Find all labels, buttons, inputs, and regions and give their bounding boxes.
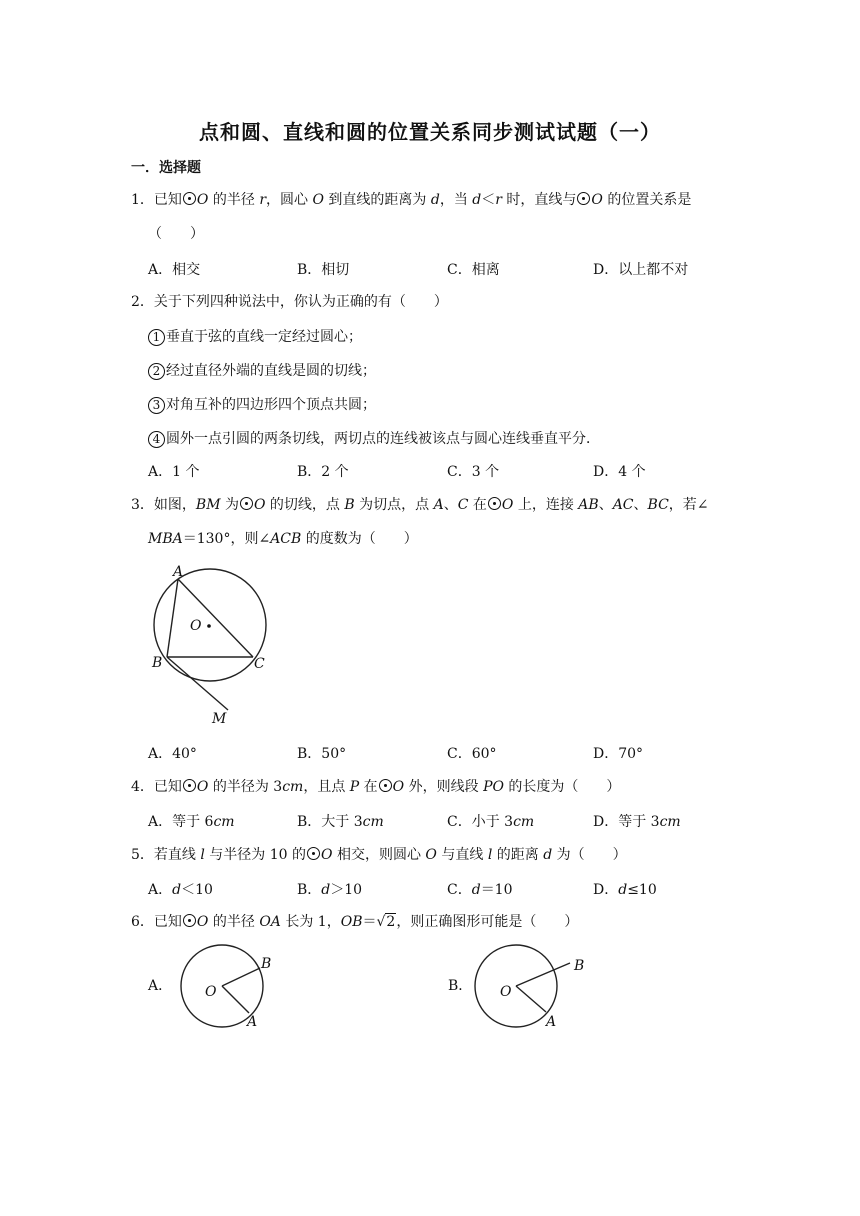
question-3-stem-line2: MBA＝130°，则∠ACB 的度数为（ ） — [148, 531, 418, 547]
q3-figure — [140, 560, 280, 730]
question-1-stem: 1．已知 O 的半径 r，圆心 O 到直线的距离为 d，当 d＜r 时，直线与 O 的位置关系是 — [131, 192, 692, 208]
page-title: 点和圆、直线和圆的位置关系同步测试试题（一） — [199, 120, 661, 144]
figure-b-ob — [516, 963, 570, 986]
q6-figure-b — [470, 938, 590, 1030]
question-4-stem: 4．已知 O 的半径为 3cm，且点 P 在 O 外，则线段 PO 的长度为（ ） — [131, 779, 621, 795]
q6-option-b-label: B． — [448, 978, 473, 994]
circle-dot-symbol — [307, 847, 320, 860]
q4-option-a: A．等于 6cm — [148, 814, 235, 830]
circle-dot-symbol — [183, 914, 196, 927]
q5-option-c: C．d＝10 — [447, 882, 513, 898]
label-a: A — [546, 1014, 557, 1030]
q2-statement-1: 1 垂直于弦的直线一定经过圆心； — [148, 326, 362, 346]
sqrt-symbol: √2 — [376, 914, 396, 930]
q4-option-b: B．大于 3cm — [297, 814, 384, 830]
q5-option-a: A．d＜10 — [148, 882, 213, 898]
question-2-stem: 2．关于下列四种说法中，你认为正确的有（ ） — [131, 294, 448, 310]
q1-option-c: C．相离 — [447, 262, 500, 278]
q1-option-d: D．以上都不对 — [593, 262, 689, 278]
label-m: M — [212, 711, 227, 727]
label-b: B — [152, 655, 163, 671]
segment-ab — [167, 579, 178, 657]
q2-option-c: C．3 个 — [447, 464, 500, 480]
question-5-stem: 5．若直线 l 与半径为 10 的 O 相交，则圆心 O 与直线 l 的距离 d 为（ ） — [131, 847, 627, 863]
figure-b-oa — [516, 986, 546, 1012]
label-c: C — [254, 656, 265, 672]
q1-option-a: A．相交 — [148, 262, 201, 278]
label-o: O — [205, 984, 217, 1000]
q2-statement-3: 3 对角互补的四边形四个顶点共圆； — [148, 394, 376, 414]
circle-dot-symbol — [379, 779, 392, 792]
question-3-stem-line1: 3．如图，BM 为 O 的切线，点 B 为切点，点 A、C 在 O 上，连接 AB、AC、BC，若∠ — [131, 497, 709, 513]
figure-a-oa — [222, 986, 249, 1013]
q2-statement-4: 4 圆外一点引圆的两条切线，两切点的连线被该点与圆心连线垂直平分． — [148, 428, 600, 448]
q4-option-d: D．等于 3cm — [593, 814, 681, 830]
q2-option-b: B．2 个 — [297, 464, 349, 480]
q4-option-c: C．小于 3cm — [447, 814, 535, 830]
q2-option-a: A．1 个 — [148, 464, 200, 480]
section-heading: 一．选择题 — [131, 160, 201, 176]
circle-dot-symbol — [240, 497, 253, 510]
label-a: A — [247, 1014, 258, 1030]
label-o: O — [500, 984, 512, 1000]
circle-dot-symbol — [577, 192, 590, 205]
q3-option-a: A．40° — [148, 746, 197, 762]
label-a: A — [173, 564, 184, 580]
q5-option-d: D．d≤10 — [593, 882, 657, 898]
q1-option-b: B．相切 — [297, 262, 350, 278]
label-b: B — [574, 958, 585, 974]
label-o: O — [190, 618, 202, 634]
circle-dot-symbol — [183, 779, 196, 792]
q3-option-b: B．50° — [297, 746, 347, 762]
q3-option-c: C．60° — [447, 746, 497, 762]
q3-option-d: D．70° — [593, 746, 644, 762]
q6-option-a-label: A． — [148, 978, 173, 994]
circle-dot-symbol — [488, 497, 501, 510]
q2-option-d: D．4 个 — [593, 464, 646, 480]
center-dot — [207, 624, 211, 628]
circle-dot-symbol — [183, 192, 196, 205]
question-1-paren: （ ） — [148, 226, 204, 242]
label-b: B — [261, 956, 272, 972]
q5-option-b: B．d＞10 — [297, 882, 363, 898]
figure-a-ob — [222, 968, 260, 986]
question-6-stem: 6．已知 O 的半径 OA 长为 1，OB＝√2，则正确图形可能是（ ） — [131, 914, 579, 930]
q2-statement-2: 2 经过直径外端的直线是圆的切线； — [148, 360, 376, 380]
q6-figure-a — [175, 938, 285, 1030]
tangent-bm — [167, 657, 228, 710]
